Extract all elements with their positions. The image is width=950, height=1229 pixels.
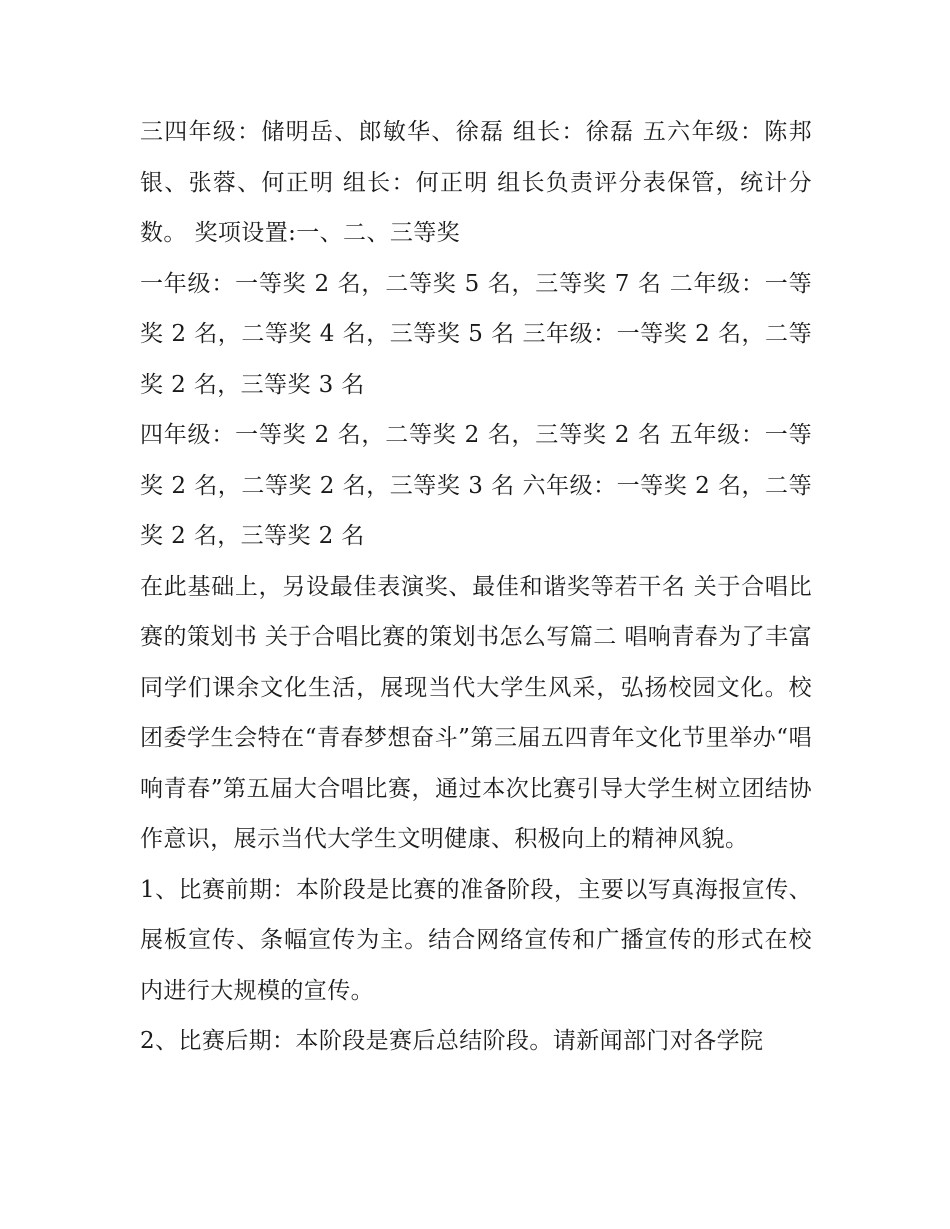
paragraph-post-competition: 2、比赛后期：本阶段是赛后总结阶段。请新闻部门对各学院 — [140, 1028, 764, 1054]
paragraph-awards-grades-4-6: 四年级：一等奖 2 名，二等奖 2 名，三等奖 2 名 五年级：一等奖 2 名，二等奖 2 名，三等奖 3 名 六年级：一等奖 2 名，二等奖 2 名，三等奖 2 名 — [140, 422, 812, 549]
paragraph-special-awards-and-intro: 在此基础上，另设最佳表演奖、最佳和谐奖等若干名 关于合唱比赛的策划书 关于合唱比赛的策划书怎么写篇二 唱响青春为了丰富同学们课余文化生活，展现当代大学生风采，弘扬校园文化。校团委学生会特在“青春梦想奋斗”第三届五四青年文化节里举办“唱响青春”第五届大合唱比赛，通过本次比赛引导大学生树立团结协作意识，展示当代大学生文明健康、积极向上的精神风貌。 — [140, 573, 812, 852]
paragraph-pre-competition: 1、比赛前期：本阶段是比赛的准备阶段，主要以写真海报宣传、展板宣传、条幅宣传为主。结合网络宣传和广播宣传的形式在校内进行大规模的宣传。 — [140, 876, 812, 1004]
paragraph-judges-and-awards: 三四年级：储明岳、郎敏华、徐磊 组长：徐磊 五六年级：陈邦银、张蓉、何正明 组长：何正明 组长负责评分表保管，统计分数。 奖项设置:一、二、三等奖 — [140, 119, 812, 246]
paragraph-awards-grades-1-3: 一年级：一等奖 2 名，二等奖 5 名，三等奖 7 名 二年级：一等奖 2 名，二等奖 4 名，三等奖 5 名 三年级：一等奖 2 名，二等奖 2 名，三等奖 3 名 — [140, 270, 812, 398]
document-page — [140, 107, 812, 1067]
